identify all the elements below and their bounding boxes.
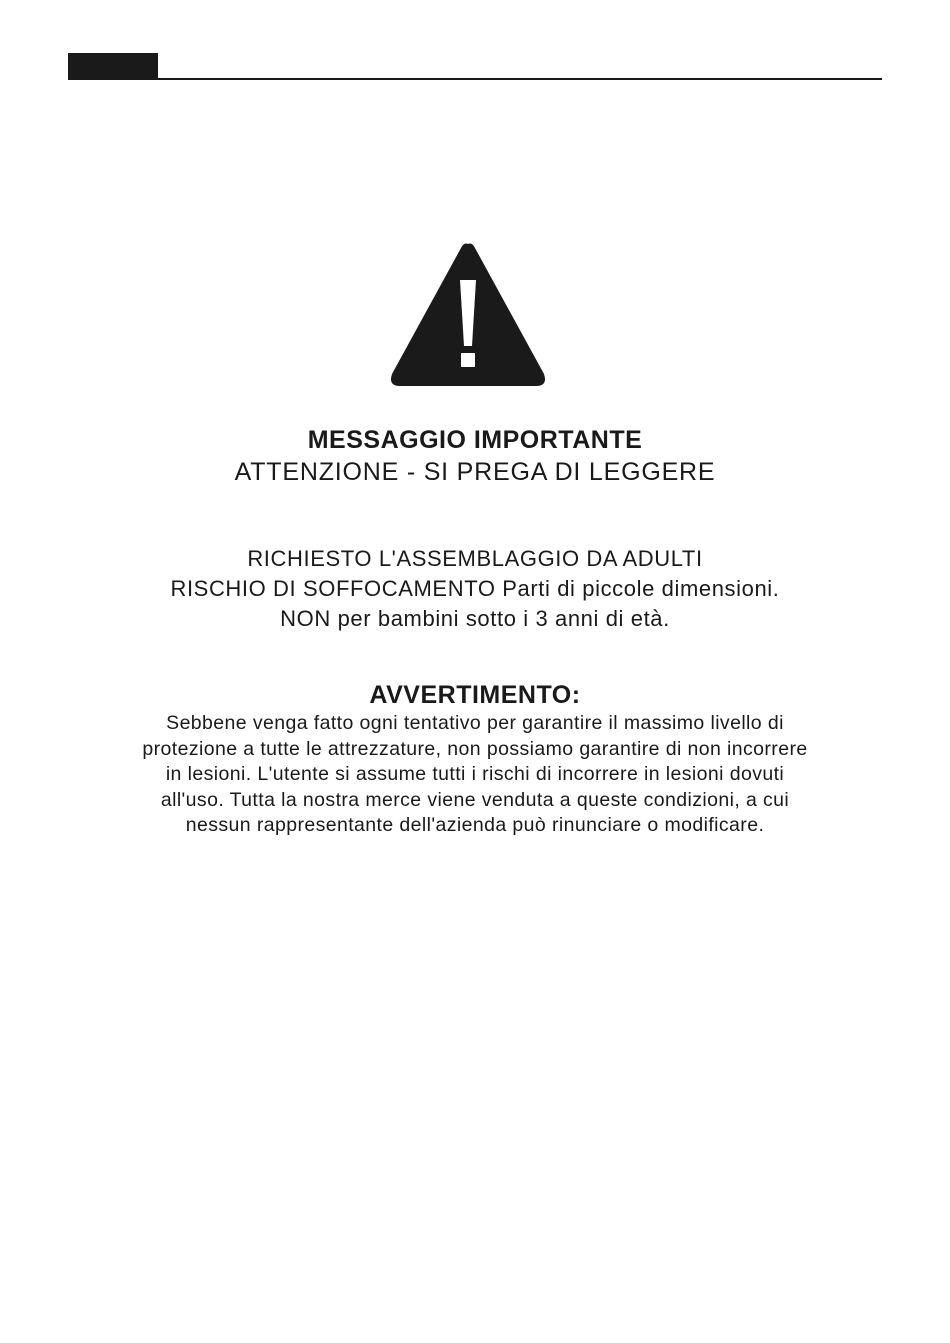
- warning-line: all'uso. Tutta la nostra merce viene venduta a queste condizioni, a cui: [160, 788, 790, 811]
- warning-triangle-icon: [388, 240, 548, 388]
- warning-line: in lesioni. L'utente si assume tutti i rischi di incorrere in lesioni dovuti: [165, 763, 785, 786]
- notice-line: RICHIESTO L'ASSEMBLAGGIO DA ADULTI: [247, 546, 703, 571]
- notice-line: RISCHIO DI SOFFOCAMENTO Parti di piccole dimensioni.: [170, 576, 780, 601]
- header-tab-block: [68, 53, 158, 80]
- warning-line: nessun rappresentante dell'azienda può rinunciare o modificare.: [185, 814, 765, 837]
- header-rule: [68, 78, 882, 80]
- warning-line: Sebbene venga fatto ogni tentativo per garantire il massimo livello di: [166, 712, 784, 734]
- warning-line: protezione a tutte le attrezzature, non possiamo garantire di non incorrere: [142, 737, 808, 760]
- page-subtitle: ATTENZIONE - SI PREGA DI LEGGERE: [234, 458, 716, 486]
- page-title: MESSAGGIO IMPORTANTE: [307, 426, 643, 454]
- warning-heading: AVVERTIMENTO:: [369, 681, 581, 709]
- notice-line: NON per bambini sotto i 3 anni di età.: [280, 606, 670, 631]
- warning-paragraph: [0, 711, 950, 839]
- notice-block: [0, 544, 950, 634]
